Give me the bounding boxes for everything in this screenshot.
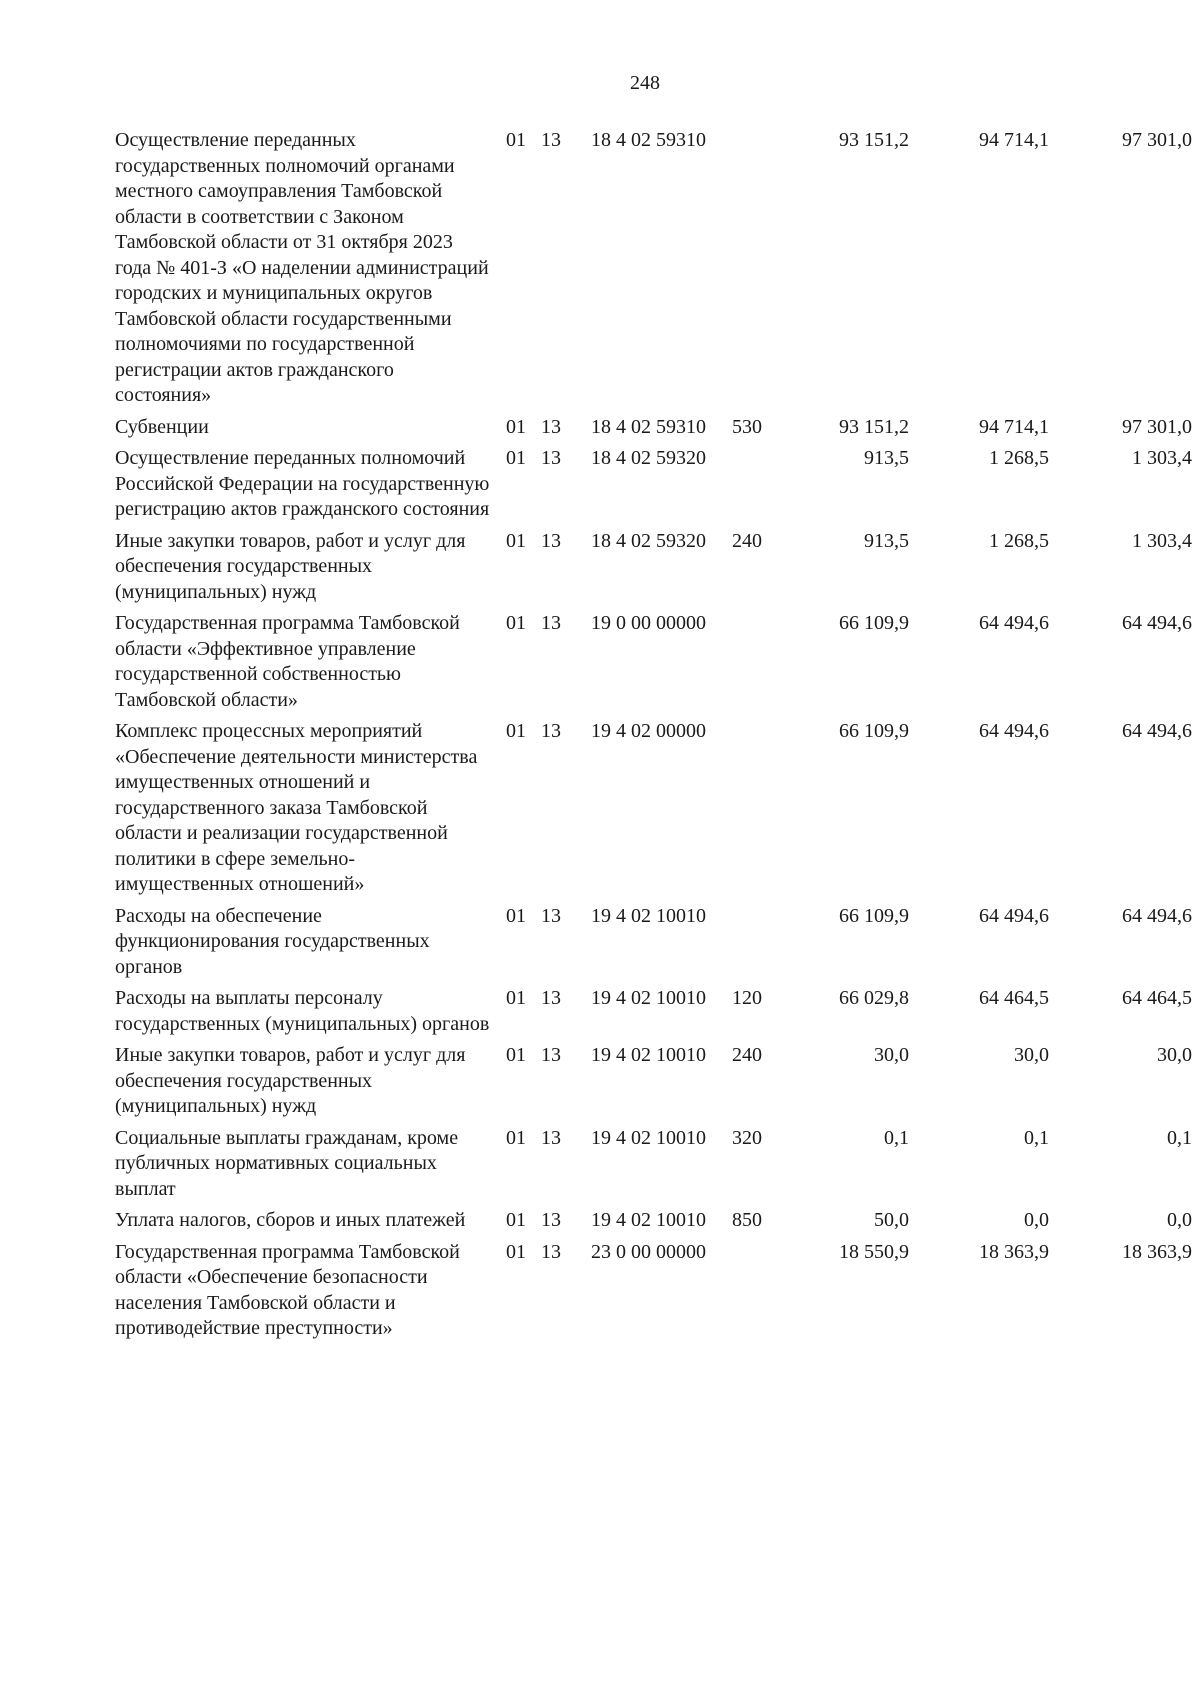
row-section-code: 01 [506,720,526,742]
row-value-year-1: 66 109,9 [839,720,909,742]
row-target-article-code: 19 4 02 10010 [591,1126,706,1149]
row-subsection-code: 13 [541,904,561,927]
row-target-article-code: 19 0 00 00000 [591,612,706,634]
row-section-code: 01 [506,1044,526,1066]
row-name: Иные закупки товаров, работ и услуг для обеспечения государственных (муниципальных) нужд [115,529,466,603]
row-value-year-2: 30,0 [1014,1044,1049,1066]
row-expense-type-code: 120 [732,987,762,1009]
row-target-article-code: 18 4 02 59320 [591,447,706,469]
row-value-year-1: 50,0 [874,1209,909,1231]
row-target-article-code: 23 0 00 00000 [591,1240,706,1263]
row-value-year-2: 64 494,6 [979,612,1049,634]
row-subsection-code: 13 [541,529,561,552]
row-subsection-code: 13 [541,415,561,438]
row-target-article-code: 19 4 02 10010 [591,904,706,927]
row-value-year-2: 1 268,5 [989,529,1049,552]
table-row [0,904,1200,981]
row-name: Уплата налогов, сборов и иных платежей [115,1209,466,1231]
table-row [0,986,1200,1037]
row-section-code: 01 [506,415,526,438]
row-subsection-code: 13 [541,612,561,634]
row-value-year-2: 64 464,5 [979,987,1049,1009]
row-name: Осуществление переданных государственных полномочий органами местного самоуправления Тамбовской области в соответствии с Законом Тамбовской области от 31 октября 2023 года № 401-З «О наделении администраций городских и муниципальных округов Тамбовской области государственными полномочиями по государственной регистрации актов гражданского состояния» [115,129,489,406]
row-name: Комплекс процессных мероприятий «Обеспечение деятельности министерства имущественных отношений и государственного заказа Тамбовской области и реализации государственной политики в сфере земельно-имущественных отношений» [115,720,478,895]
row-section-code: 01 [506,904,526,927]
row-subsection-code: 13 [541,720,561,742]
row-name: Осуществление переданных полномочий Российской Федерации на государственную регистрацию актов гражданского состояния [115,447,490,520]
row-name: Государственная программа Тамбовской области «Обеспечение безопасности населения Тамбовской области и противодействие преступности» [115,1240,460,1339]
row-target-article-code: 18 4 02 59310 [591,415,706,438]
row-name: Иные закупки товаров, работ и услуг для обеспечения государственных (муниципальных) нужд [115,1044,466,1117]
row-expense-type-code: 240 [732,1044,762,1066]
row-target-article-code: 19 4 02 10010 [591,1044,706,1066]
row-target-article-code: 19 4 02 10010 [591,987,706,1009]
row-subsection-code: 13 [541,1126,561,1149]
row-section-code: 01 [506,447,526,469]
row-value-year-2: 94 714,1 [979,129,1049,151]
row-section-code: 01 [506,129,526,151]
row-name: Социальные выплаты гражданам, кроме публичных нормативных социальных выплат [115,1126,459,1200]
row-name: Государственная программа Тамбовской области «Эффективное управление государственной собственностью Тамбовской области» [115,612,460,711]
row-name: Расходы на выплаты персоналу государственных (муниципальных) органов [115,987,490,1035]
row-target-article-code: 18 4 02 59320 [591,529,706,552]
page-number: 248 [630,72,660,94]
row-value-year-3: 1 303,4 [1132,529,1192,552]
row-value-year-1: 30,0 [874,1044,909,1066]
table-row [0,415,1200,441]
row-value-year-3: 18 363,9 [1122,1240,1192,1263]
row-target-article-code: 18 4 02 59310 [591,129,706,151]
row-expense-type-code: 240 [732,529,762,552]
row-name: Расходы на обеспечение функционирования государственных органов [115,904,430,978]
table-row [0,1208,1200,1234]
row-value-year-3: 64 494,6 [1122,720,1192,742]
table-row [0,611,1200,713]
row-value-year-1: 66 029,8 [839,987,909,1009]
row-value-year-3: 97 301,0 [1122,129,1192,151]
row-value-year-2: 1 268,5 [989,447,1049,469]
row-value-year-3: 0,1 [1167,1126,1192,1149]
row-section-code: 01 [506,1240,526,1263]
row-subsection-code: 13 [541,447,561,469]
row-value-year-2: 0,0 [1024,1209,1049,1231]
row-section-code: 01 [506,529,526,552]
row-value-year-3: 64 494,6 [1122,612,1192,634]
row-subsection-code: 13 [541,1044,561,1066]
row-target-article-code: 19 4 02 00000 [591,720,706,742]
row-expense-type-code: 320 [732,1126,762,1149]
table-row [0,128,1200,409]
budget-table [0,128,1200,1348]
row-subsection-code: 13 [541,129,561,151]
row-value-year-3: 0,0 [1167,1209,1192,1231]
row-value-year-2: 94 714,1 [979,415,1049,438]
row-section-code: 01 [506,987,526,1009]
row-value-year-1: 93 151,2 [839,129,909,151]
row-section-code: 01 [506,1209,526,1231]
row-value-year-2: 18 363,9 [979,1240,1049,1263]
row-value-year-1: 0,1 [884,1126,909,1149]
row-value-year-1: 913,5 [864,529,909,552]
table-row [0,1043,1200,1120]
row-subsection-code: 13 [541,1209,561,1231]
row-value-year-2: 0,1 [1024,1126,1049,1149]
row-value-year-2: 64 494,6 [979,904,1049,927]
row-subsection-code: 13 [541,987,561,1009]
row-subsection-code: 13 [541,1240,561,1263]
row-value-year-3: 64 464,5 [1122,987,1192,1009]
row-expense-type-code: 850 [732,1209,762,1231]
row-value-year-1: 66 109,9 [839,904,909,927]
row-value-year-2: 64 494,6 [979,720,1049,742]
row-value-year-1: 93 151,2 [839,415,909,438]
table-row [0,1126,1200,1203]
table-row [0,719,1200,898]
row-target-article-code: 19 4 02 10010 [591,1209,706,1231]
row-section-code: 01 [506,1126,526,1149]
row-expense-type-code: 530 [732,415,762,438]
row-value-year-1: 18 550,9 [839,1240,909,1263]
row-name: Субвенции [115,415,209,438]
table-row [0,529,1200,606]
row-value-year-1: 66 109,9 [839,612,909,634]
row-value-year-1: 913,5 [864,447,909,469]
row-value-year-3: 1 303,4 [1132,447,1192,469]
table-row [0,446,1200,523]
row-value-year-3: 30,0 [1157,1044,1192,1066]
row-value-year-3: 97 301,0 [1122,415,1192,438]
row-value-year-3: 64 494,6 [1122,904,1192,927]
row-section-code: 01 [506,612,526,634]
table-row [0,1240,1200,1342]
